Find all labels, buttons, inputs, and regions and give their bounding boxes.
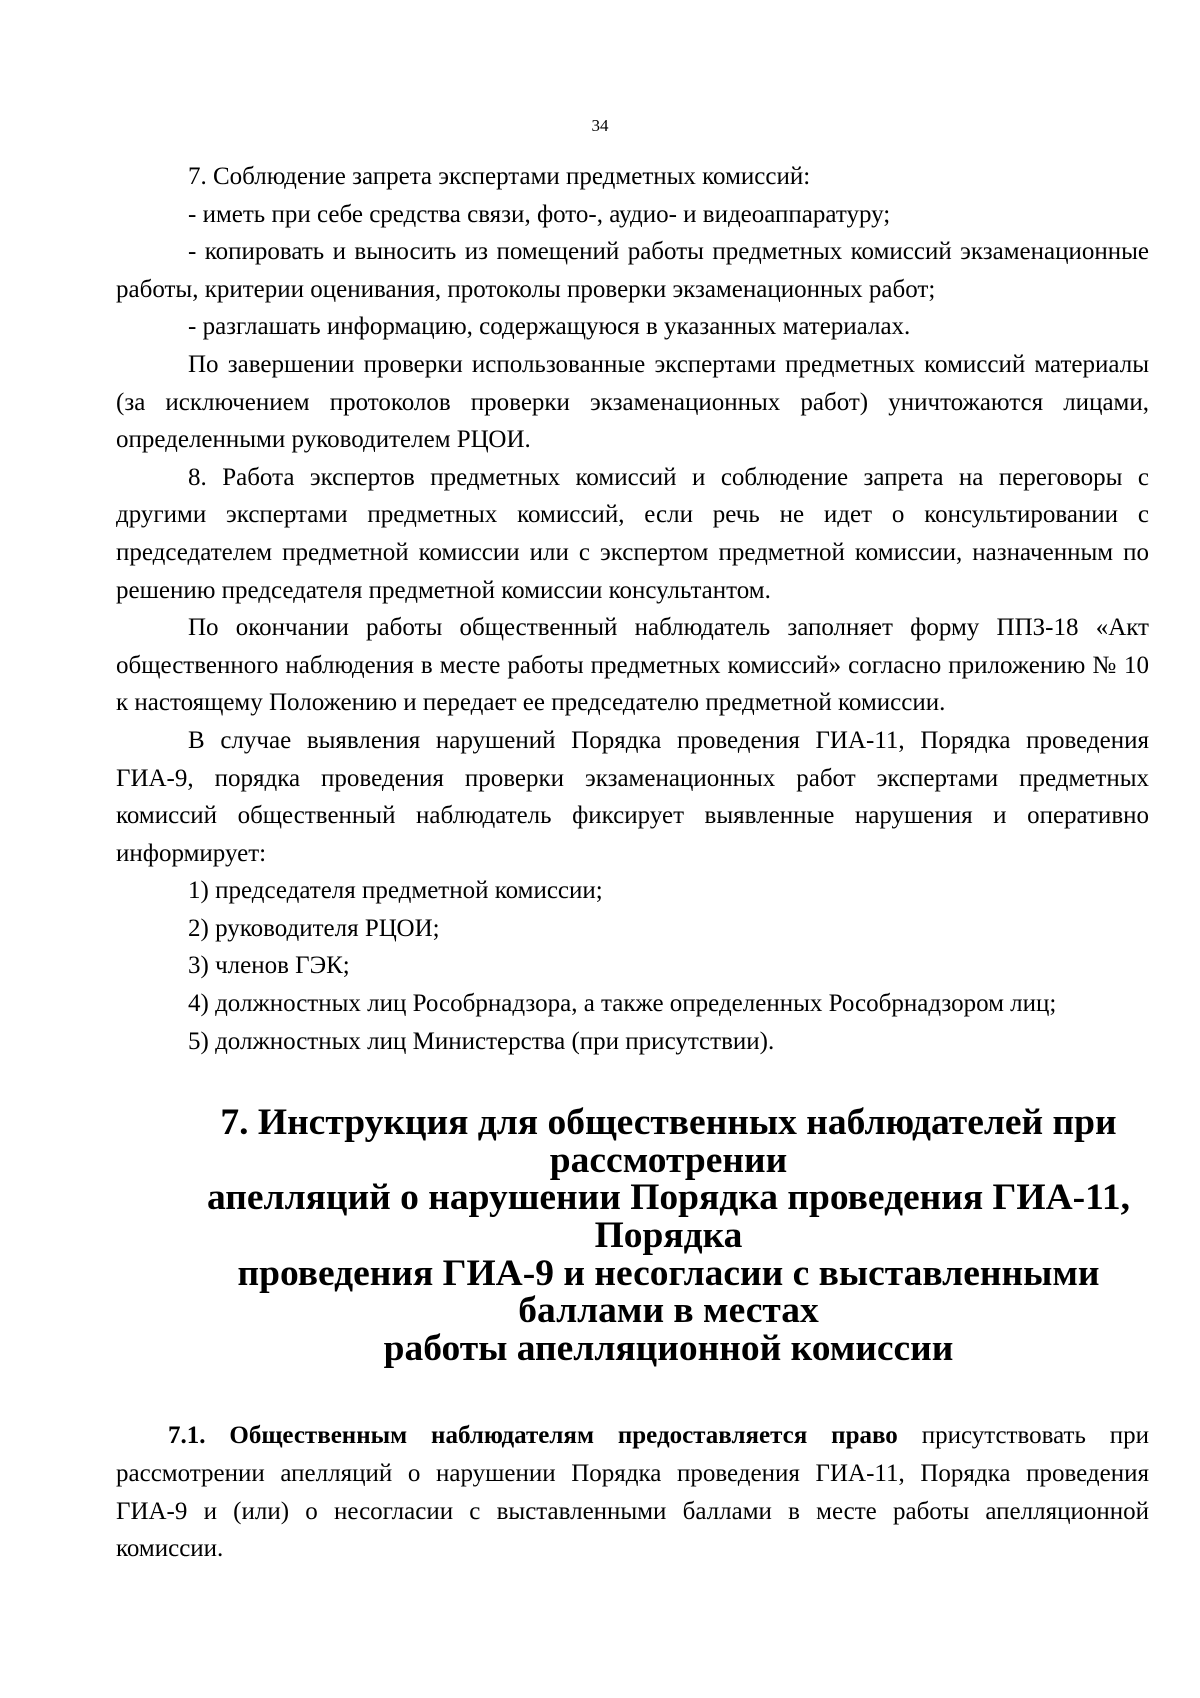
list-item: 2) руководителя РЦОИ; <box>188 914 440 942</box>
paragraph-7-1-lead: 7.1. Общественным наблюдателям предоставляется право <box>168 1422 898 1450</box>
list-item: - копировать и выносить из помещений работы предметных комиссий экзаменационные работы, критерии оценивания, протоколы проверки экзаменационных работ; <box>116 238 1149 303</box>
paragraph: В случае выявления нарушений Порядка проведения ГИА-11, Порядка проведения ГИА-9, порядка проведения проверки экзаменационных работ экспертами предметных комиссий общественный наблюдатель фиксирует выявленные нарушения и оперативно информирует: <box>116 726 1149 867</box>
paragraph-7-1 <box>116 1417 1149 1567</box>
list-item: 3) членов ГЭК; <box>188 952 350 980</box>
list-item: 1) председателя предметной комиссии; <box>188 877 603 905</box>
section-heading-line: апелляций о нарушении Порядка проведения ГИА-11, Порядка <box>207 1177 1130 1257</box>
page-number: 34 <box>591 116 609 135</box>
list-item: - разглашать информацию, содержащуюся в указанных материалах. <box>188 313 911 341</box>
paragraph: По окончании работы общественный наблюдатель заполняет форму ППЗ-18 «Акт общественного наблюдения в месте работы предметных комиссий» согласно приложению № 10 к настоящему Положению и передает ее председателю предметной комиссии. <box>116 614 1149 717</box>
section-heading-line: работы апелляционной комиссии <box>383 1327 954 1369</box>
list-item: 5) должностных лиц Министерства (при присутствии). <box>188 1027 775 1055</box>
paragraph: 8. Работа экспертов предметных комиссий и соблюдение запрета на переговоры с другими экспертами предметных комиссий, если речь не идет о консультировании с председателем предметной комиссии или с экспертом предметной комиссии, назначенным по решению председателя предметной комиссии консультантом. <box>116 463 1149 604</box>
list-item: - иметь при себе средства связи, фото-, аудио- и видеоаппаратуру; <box>188 200 891 228</box>
document-body <box>116 158 1149 1568</box>
section-heading-line: 7. Инструкция для общественных наблюдателей при рассмотрении <box>220 1102 1117 1181</box>
list-item: 4) должностных лиц Рособрнадзора, а также определенных Рособрнадзором лиц; <box>188 990 1057 1018</box>
section-heading-line: проведения ГИА-9 и несогласии с выставленными баллами в местах <box>237 1252 1100 1332</box>
paragraph: По завершении проверки использованные экспертами предметных комиссий материалы (за исключением протоколов проверки экзаменационных работ) уничтожаются лицами, определенными руководителем РЦОИ. <box>116 350 1149 454</box>
paragraph: 7. Соблюдение запрета экспертами предметных комиссий: <box>188 163 811 190</box>
paragraph-7-1-text: присутствовать при рассмотрении апелляций о нарушении Порядка проведения ГИА-11, Порядка проведения ГИА-9 и (или) о несогласии с выставленными баллами в месте работы апелляционной комиссии. <box>116 1422 1149 1563</box>
section-heading <box>116 1104 1149 1367</box>
